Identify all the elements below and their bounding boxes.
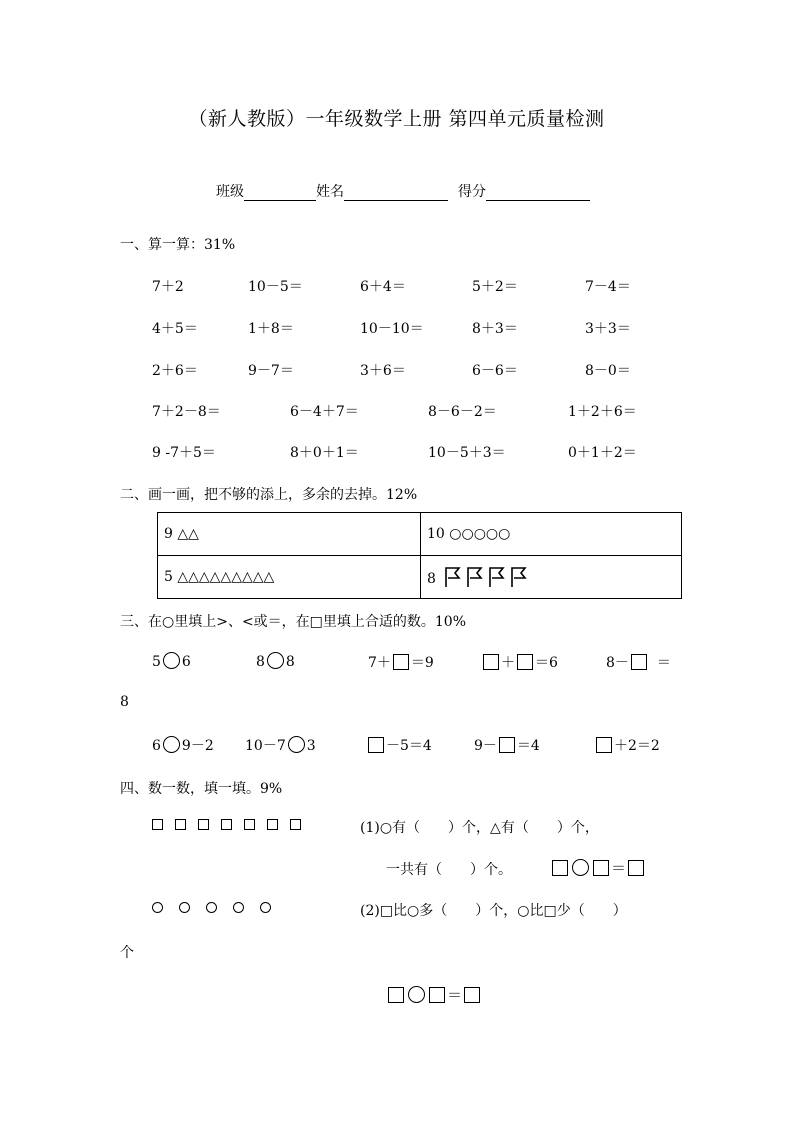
exercise-item: 7－4＝ [585,279,631,295]
wrapped-text: 8 [120,694,129,710]
exercise-item: 6＋4＝ [360,279,406,295]
exercise-item: 10－5＝ [248,279,303,295]
equation-template-2 [386,984,482,1005]
flag-count-label: 8 [427,571,436,587]
square-blank[interactable] [631,654,647,670]
exercise-item: 6－6＝ [472,363,518,379]
compare-text: 6 [152,738,161,754]
exercise-item: 8＋3＝ [472,321,518,337]
table-cell[interactable] [421,556,682,599]
square-shape [152,819,163,830]
flag-icon [512,568,525,587]
score-blank[interactable] [486,184,590,201]
page-title: （新人教版）一年级数学上册 第四单元质量检测 [188,108,605,130]
exercise-item: 1＋2＋6＝ [568,404,637,420]
compare-item [152,735,214,755]
exercise-item: 10－10＝ [360,321,424,337]
square-shape [198,819,209,830]
class-label: 班级 [216,184,244,200]
table-cell[interactable]: 10 ○○○○○ [421,513,682,556]
compare-text: 6 [181,654,191,670]
compare-text: 8 [285,654,295,670]
equation-text: ＝9 [410,655,434,671]
exercise-item: 5＋2＝ [472,279,518,295]
flag-icon [468,568,481,587]
equation-text: 9－ [474,738,497,754]
exercise-item: 9－7＝ [248,363,294,379]
exercise-item: 6－4＋7＝ [290,404,359,420]
compare-text: 3 [306,738,316,754]
circle-shape [260,902,271,913]
question-1-line-2: 一共有（ ）个。 [386,862,512,878]
compare-item [152,652,191,670]
equation-item [606,652,671,672]
square-blank[interactable] [628,860,644,876]
drawing-table [157,512,682,599]
flags-group [442,566,534,588]
flag-icon [446,568,459,587]
square-shape [221,819,232,830]
exercise-item: 3＋3＝ [585,321,631,337]
square-blank[interactable] [517,654,533,670]
exercise-item: 7＋2－8＝ [152,404,221,420]
section-4-heading: 四、数一数，填一填。9% [120,781,283,797]
wrapped-text: 个 [120,945,134,961]
square-blank[interactable] [464,987,480,1003]
squares-row [152,819,301,830]
compare-text: 10－7 [245,738,286,754]
table-row [158,513,682,556]
table-cell[interactable]: 9 △△ [158,513,421,556]
square-blank[interactable] [388,987,404,1003]
square-shape [267,819,278,830]
compare-item [245,735,316,755]
equation-text: 7＋ [368,655,391,671]
compare-text: 9－2 [181,738,214,754]
compare-text: 8 [256,654,265,670]
table-row [158,556,682,599]
equation-text: ＝6 [535,655,558,671]
circle-blank[interactable] [163,736,180,753]
square-blank[interactable] [596,737,612,753]
equation-text: ＝4 [516,738,540,754]
exercise-item: 10－5＋3＝ [428,445,506,461]
square-shape [290,819,301,830]
equation-text: ＋ [501,655,515,671]
square-blank[interactable] [499,737,515,753]
class-blank[interactable] [244,184,316,201]
equals-sign: ＝ [447,986,463,1004]
equation-text: 8－ [606,655,629,671]
exercise-item: 8－0＝ [585,363,631,379]
circle-blank[interactable] [572,859,589,876]
equation-item [474,735,540,755]
section-3-heading: 三、在○里填上>、<或＝，在□里填上合适的数。10% [120,614,467,630]
circle-blank[interactable] [408,986,425,1003]
circles-row [152,902,271,913]
student-info [216,181,590,201]
square-shape [244,819,255,830]
equation-template-1 [550,857,646,878]
equation-text: ＝ [656,655,671,671]
equation-item [366,735,432,755]
equation-text: ＋2＝2 [614,738,660,754]
square-shape [175,819,186,830]
name-label: 姓名 [316,184,344,200]
exercise-item: 4＋5＝ [152,321,198,337]
circle-blank[interactable] [163,652,180,669]
exercise-item: 9 -7＋5＝ [152,445,216,461]
circle-blank[interactable] [267,652,284,669]
table-cell[interactable]: 5 △△△△△△△△△ [158,556,421,599]
square-blank[interactable] [552,860,568,876]
square-blank[interactable] [393,654,409,670]
circle-shape [233,902,244,913]
score-label: 得分 [458,184,486,200]
circle-shape [206,902,217,913]
exercise-item: 8＋0＋1＝ [290,445,359,461]
compare-text: 5 [152,654,161,670]
exercise-item: 1＋8＝ [248,321,294,337]
flag-icon [490,568,503,587]
equals-sign: ＝ [611,859,627,877]
circle-shape [152,902,163,913]
exercise-item: 0＋1＋2＝ [568,445,637,461]
equation-text: －5＝4 [386,738,432,754]
section-1-heading: 一、算一算：31% [120,237,236,253]
exercise-item: 8－6－2＝ [428,404,497,420]
exercise-item: 7＋2 [152,279,184,295]
section-2-heading: 二、画一画，把不够的添上，多余的去掉。12% [120,487,418,503]
exercise-item: 3＋6＝ [360,363,406,379]
square-blank[interactable] [429,987,445,1003]
equation-item [368,652,434,672]
question-1-line-1: (1)○有（ ）个，△有（ ）个， [360,820,599,836]
question-2-line-1: (2)□比○多（ ）个，○比□少（ ） [360,903,627,919]
equation-item [481,652,558,672]
circle-shape [179,902,190,913]
compare-item [256,652,295,670]
exercise-item: 2＋6＝ [152,363,198,379]
equation-item [594,735,660,755]
square-blank[interactable] [593,860,609,876]
name-blank[interactable] [344,184,448,201]
square-blank[interactable] [483,654,499,670]
square-blank[interactable] [368,737,384,753]
circle-blank[interactable] [288,736,305,753]
